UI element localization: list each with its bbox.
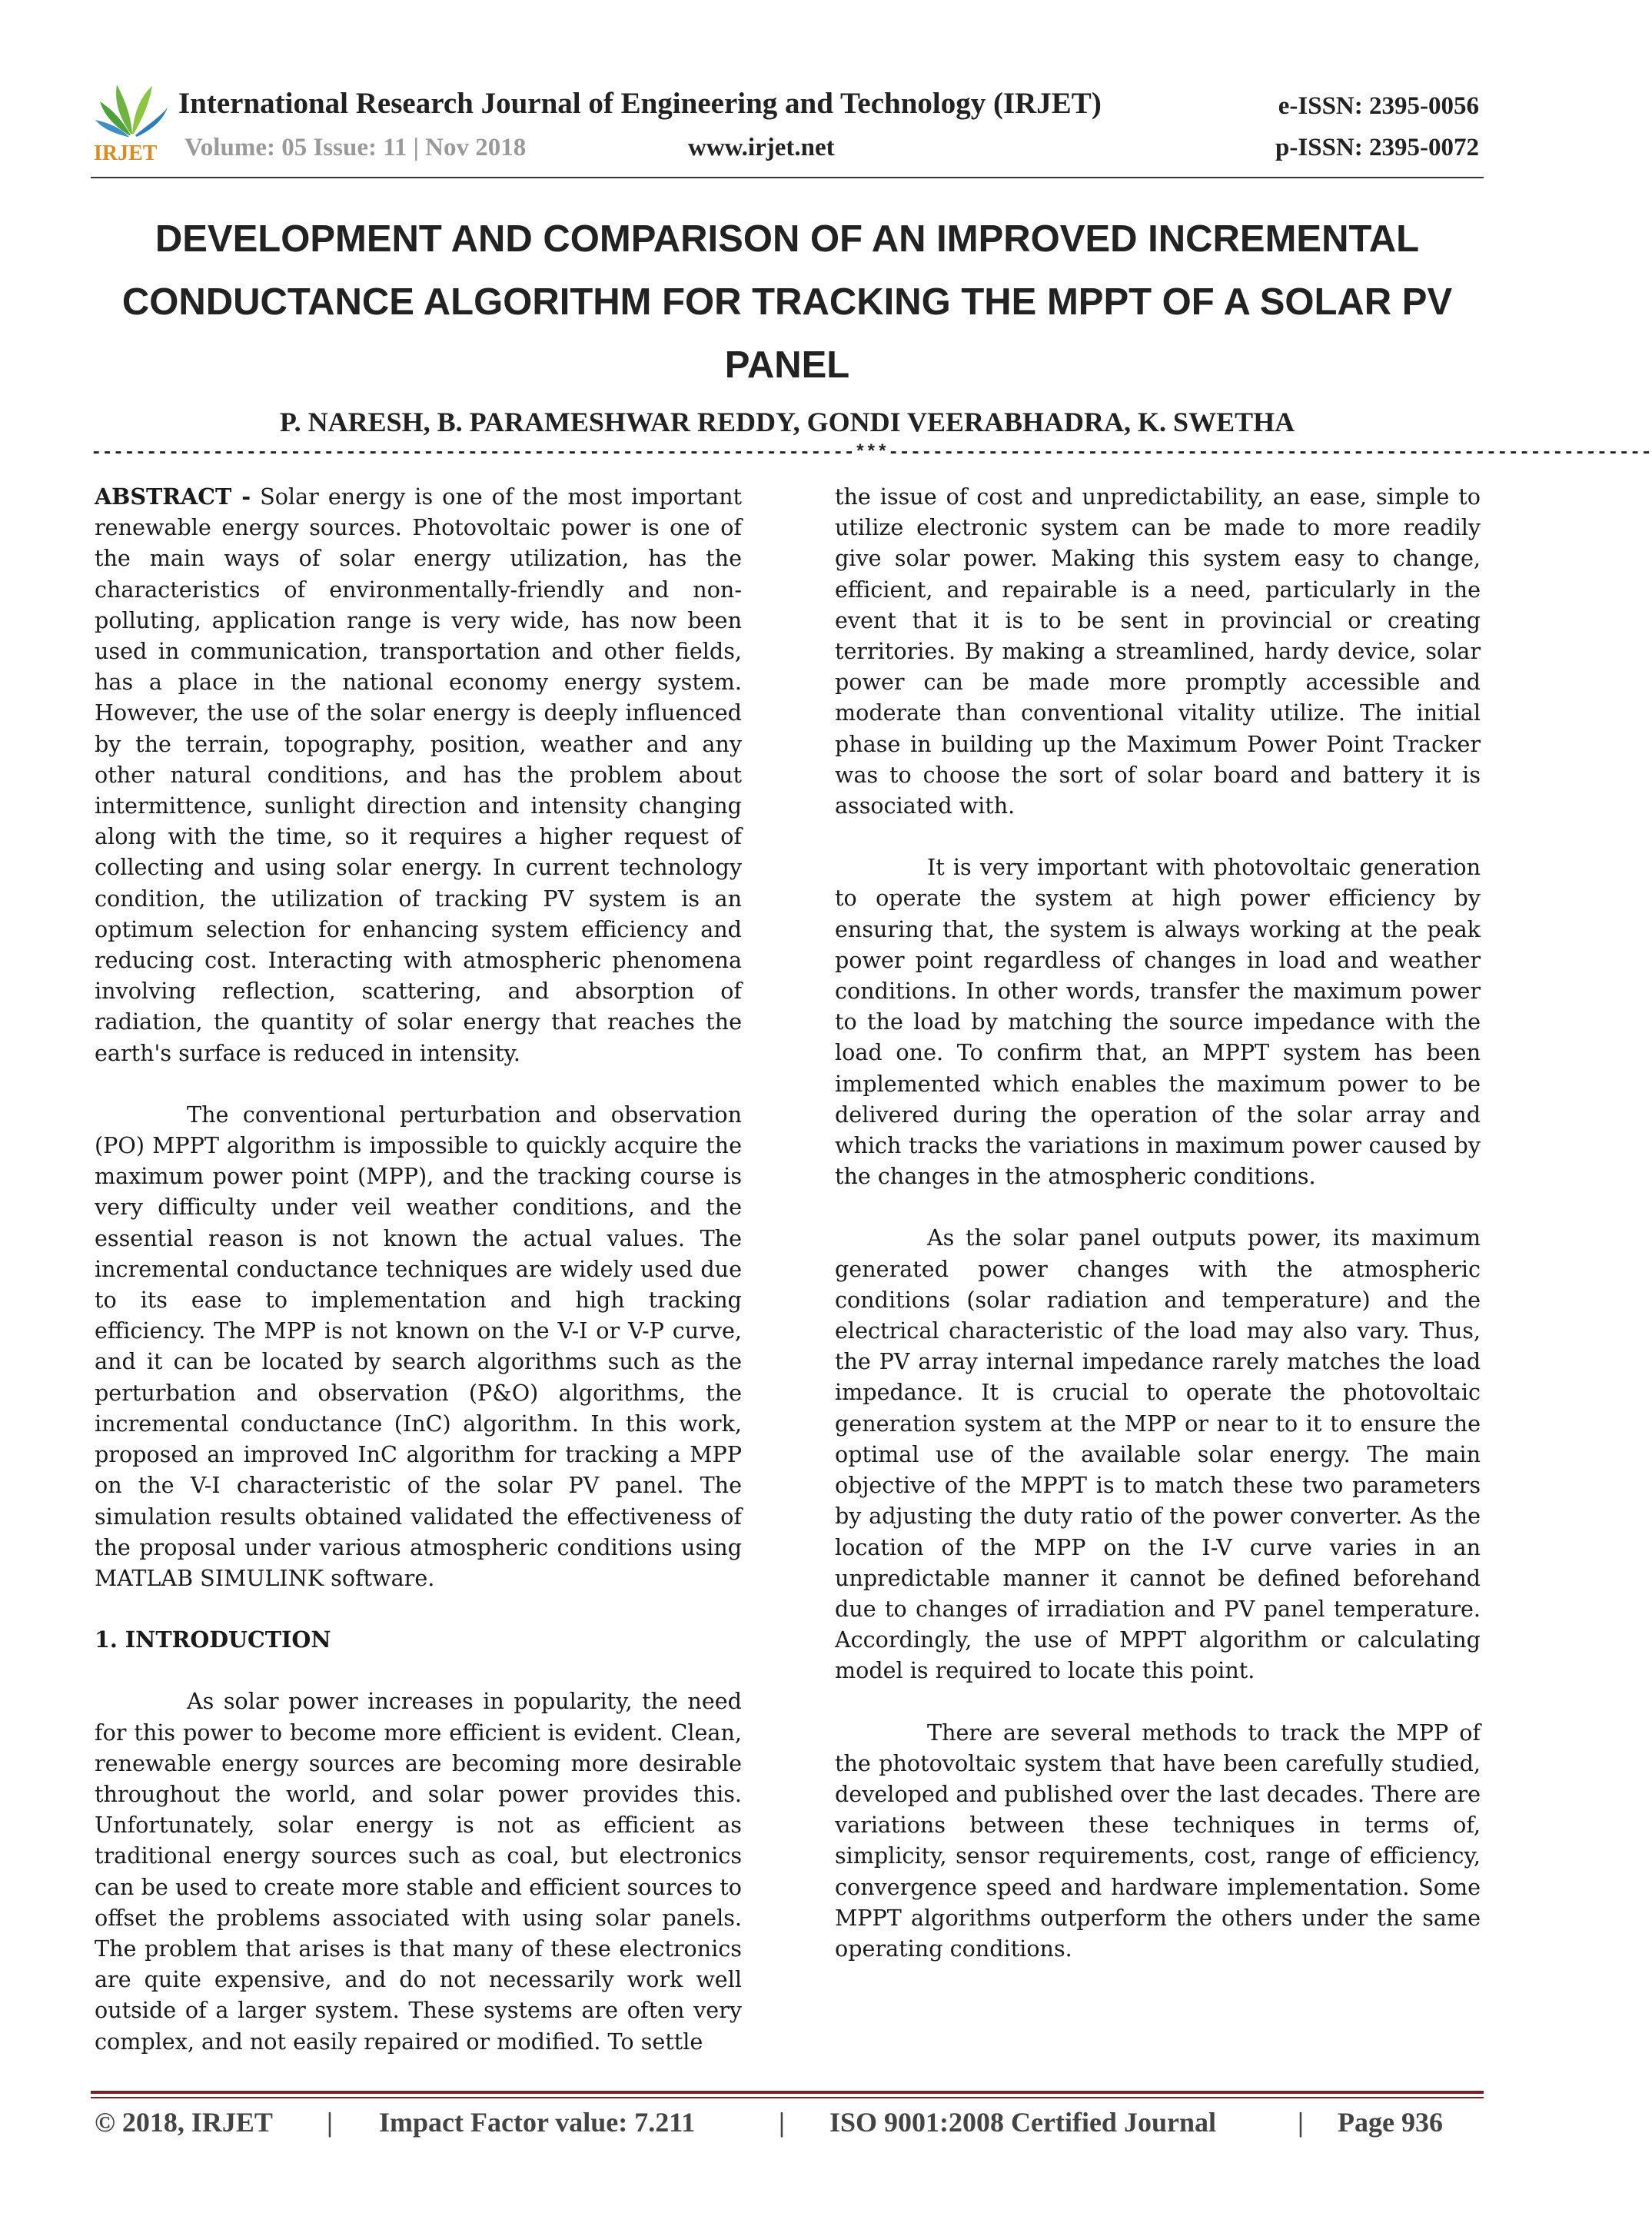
abstract-label: ABSTRACT - (95, 483, 251, 510)
footer-separator: | (327, 2107, 333, 2138)
p-issn: p-ISSN: 2395-0072 (1275, 134, 1479, 161)
abstract-paragraph-2: The conventional perturbation and observation (PO) MPPT algorithm is impossible to quickly acquire the maximum power point (MPP), and the tracking course is very difficulty under veil weather conditions, and the essential reason is not known the actual values. The incremental conductance techniques are widely used due to its ease to implementation and high tracking efficiency. The MPP is not known on the V-I or V-P curve, and it can be located by search algorithms such as the perturbation and observation (P&O) algorithms, the incremental conductance (InC) algorithm. In this work, proposed an improved InC algorithm for tracking a MPP on the V-I characteristic of the solar PV panel. The simulation results obtained validated the effectiveness of the proposal under various atmospheric conditions using MATLAB SIMULINK software. (95, 1101, 742, 1591)
authors: P. NARESH, B. PARAMESHWAR REDDY, GONDI VEERABHADRA, K. SWETHA (279, 407, 1295, 437)
right-column (835, 481, 1481, 1995)
footer-impact-factor: Impact Factor value: 7.211 (379, 2107, 696, 2138)
footer-copyright: © 2018, IRJET (95, 2107, 273, 2138)
e-issn: e-ISSN: 2395-0056 (1278, 92, 1479, 120)
logo-text: IRJET (94, 141, 158, 165)
leaf-icon (95, 85, 168, 137)
journal-website[interactable]: www.irjet.net (688, 134, 835, 161)
footer-separator: | (779, 2107, 785, 2138)
journal-title: International Research Journal of Engineering and Technology (IRJET) (178, 87, 1102, 120)
left-column (95, 481, 742, 2088)
section-divider: ---------------------------------------------------------------------***--------------------------------------------------------------------- (91, 443, 1652, 463)
abstract-text: Solar energy is one of the most important renewable energy sources. Photovoltaic power is one of the main ways of solar energy utilization, has the characteristics of environmentally-friendly and non-polluting, application range is very wide, has now been used in communication, transportation and other fields, has a place in the national economy energy system. However, the use of the solar energy is deeply influenced by the terrain, topography, position, weather and any other natural conditions, and has the problem about intermittence, sunlight direction and intensity changing along with the time, so it requires a higher request of collecting and using solar energy. In current technology condition, the utilization of tracking PV system is an optimum selection for enhancing system efficiency and reducing cost. Interacting with atmospheric phenomena involving reflection, scattering, and absorption of radiation, the quantity of solar energy that reaches the earth's surface is reduced in intensity. (95, 483, 742, 1066)
footer-separator: | (1298, 2107, 1304, 2138)
paper-title: DEVELOPMENT AND COMPARISON OF AN IMPROVED INCREMENTAL CONDUCTANCE ALGORITHM FOR TRACKING THE MPPT OF A SOLAR PV PANEL (121, 218, 1453, 386)
footer-iso: ISO 9001:2008 Certified Journal (829, 2107, 1216, 2138)
intro-paragraph-1: As solar power increases in popularity, the need for this power to become more efficient is evident. Clean, renewable energy sources are becoming more desirable throughout the world, and solar power provides this. Unfortunately, solar energy is not as efficient as traditional energy sources such as coal, but electronics can be used to create more stable and efficient sources to offset the problems associated with using solar panels. The problem that arises is that many of these electronics are quite expensive, and do not necessarily work well outside of a larger system. These systems are often very complex, and not easily repaired or modified. To settle (95, 1688, 742, 2055)
footer-page-number: Page 936 (1338, 2107, 1443, 2138)
header-rule (91, 177, 1484, 178)
irjet-logo (91, 74, 174, 164)
footer-rule-thin (91, 2097, 1484, 2098)
volume-issue: Volume: 05 Issue: 11 | Nov 2018 (184, 134, 527, 161)
intro-paragraph-4: There are several methods to track the MPP of the photovoltaic system that have been carefully studied, developed and published over the last decades. There are variations between these techniques in terms of, simplicity, sensor requirements, cost, range of efficiency, convergence speed and hardware implementation. Some MPPT algorithms outperform the others under the same operating conditions. (835, 1719, 1481, 1962)
intro-paragraph-3: As the solar panel outputs power, its maximum generated power changes with the atmospheric conditions (solar radiation and temperature) and the electrical characteristic of the load may also vary. Thus, the PV array internal impedance rarely matches the load impedance. It is crucial to operate the photovoltaic generation system at the MPP or near to it to ensure the optimal use of the available solar energy. The main objective of the MPPT is to match these two parameters by adjusting the duty ratio of the power converter. As the location of the MPP on the I-V curve varies in an unpredictable manner it cannot be defined beforehand due to changes of irradiation and PV panel temperature. Accordingly, the use of MPPT algorithm or calculating model is required to locate this point. (835, 1224, 1481, 1684)
abstract-paragraph (95, 481, 742, 1068)
section-heading-introduction: 1. INTRODUCTION (95, 1626, 331, 1653)
footer-rule (91, 2091, 1484, 2094)
intro-paragraph-2: It is very important with photovoltaic generation to operate the system at high power efficiency by ensuring that, the system is always working at the peak power point regardless of changes in load and weather conditions. In other words, transfer the maximum power to the load by matching the source impedance with the load one. To confirm that, an MPPT system has been implemented which enables the maximum power to be delivered during the operation of the solar array and which tracks the variations in maximum power caused by the changes in the atmospheric conditions. (835, 854, 1481, 1190)
intro-paragraph-continued: the issue of cost and unpredictability, an ease, simple to utilize electronic system can be made to more readily give solar power. Making this system easy to change, efficient, and repairable is a need, particularly in the event that it is to be sent in provincial or creating territories. By making a streamlined, hardy device, solar power can be made more promptly accessible and moderate than conventional vitality utilize. The initial phase in building up the Maximum Power Point Tracker was to choose the sort of solar board and battery it is associated with. (835, 483, 1481, 819)
